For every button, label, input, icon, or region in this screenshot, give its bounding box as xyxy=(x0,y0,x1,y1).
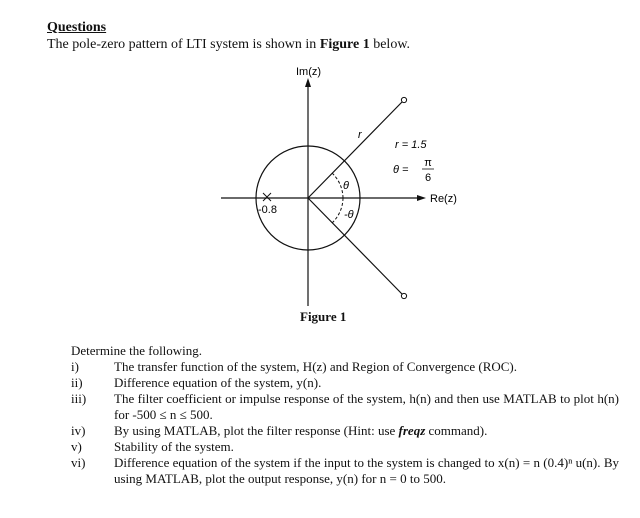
imag-axis-arrow xyxy=(305,78,311,87)
question-number: vi) xyxy=(71,455,86,470)
theta-numerator: π xyxy=(424,157,432,169)
zero-marker xyxy=(263,193,271,201)
pole-marker-lower xyxy=(401,293,406,298)
pole-ray-upper xyxy=(308,102,402,198)
question-item xyxy=(71,375,619,391)
question-number: i) xyxy=(71,359,79,374)
theta-label: θ = xyxy=(393,164,409,176)
question-number: ii) xyxy=(71,375,83,390)
theta-denominator: 6 xyxy=(424,172,432,184)
real-axis-label: Re(z) xyxy=(430,193,457,205)
pole-marker-upper xyxy=(401,97,406,102)
question-item xyxy=(71,391,619,423)
question-text-pre: By using MATLAB, plot the filter response (Hint: use xyxy=(114,423,399,438)
intro-text xyxy=(47,37,410,53)
question-list xyxy=(71,359,619,487)
angle-lower-label: -θ xyxy=(344,209,354,221)
question-text: Stability of the system. xyxy=(114,439,234,454)
question-item xyxy=(71,359,619,375)
question-number: iv) xyxy=(71,423,86,438)
question-item xyxy=(71,423,619,439)
angle-arc-lower xyxy=(332,198,343,223)
question-text-post: command). xyxy=(425,423,488,438)
section-heading: Questions xyxy=(47,20,107,35)
intro-pre: The pole-zero pattern of LTI system is shown in xyxy=(47,37,320,52)
question-text: The transfer function of the system, H(z) and Region of Convergence (ROC). xyxy=(114,359,518,374)
pole-ray-label: r xyxy=(358,129,362,141)
question-text: Difference equation of the system if the input to the system is changed to x(n) = n (0.4)ⁿ u(n). By using MATLAB, plot the output response, y(n) for n = 0 to 500. xyxy=(114,455,619,486)
intro-post: below. xyxy=(369,37,411,52)
figure-caption: Figure 1 xyxy=(300,309,347,324)
question-number: v) xyxy=(71,439,82,454)
question-number: iii) xyxy=(71,391,87,406)
radius-label: r = 1.5 xyxy=(395,139,427,151)
question-text: Difference equation of the system, y(n). xyxy=(114,375,322,390)
real-axis-arrow xyxy=(417,195,426,201)
matlab-command: freqz xyxy=(398,423,426,438)
question-text: The filter coefficient or impulse response of the system, h(n) and then use MATLAB to plot h(n) for -500 ≤ n ≤ 500. xyxy=(114,391,619,422)
zero-label: -0.8 xyxy=(258,204,277,216)
question-item xyxy=(71,455,619,487)
question-item xyxy=(71,439,619,455)
figure-reference: Figure 1 xyxy=(319,37,370,52)
question-text xyxy=(114,423,619,439)
angle-upper-label: θ xyxy=(343,180,349,192)
instructions: Determine the following. xyxy=(71,343,203,358)
pole-zero-plot xyxy=(200,62,457,307)
angle-arc-upper xyxy=(332,173,343,198)
pole-ray-lower xyxy=(308,198,402,294)
imag-axis-label: Im(z) xyxy=(296,66,322,78)
